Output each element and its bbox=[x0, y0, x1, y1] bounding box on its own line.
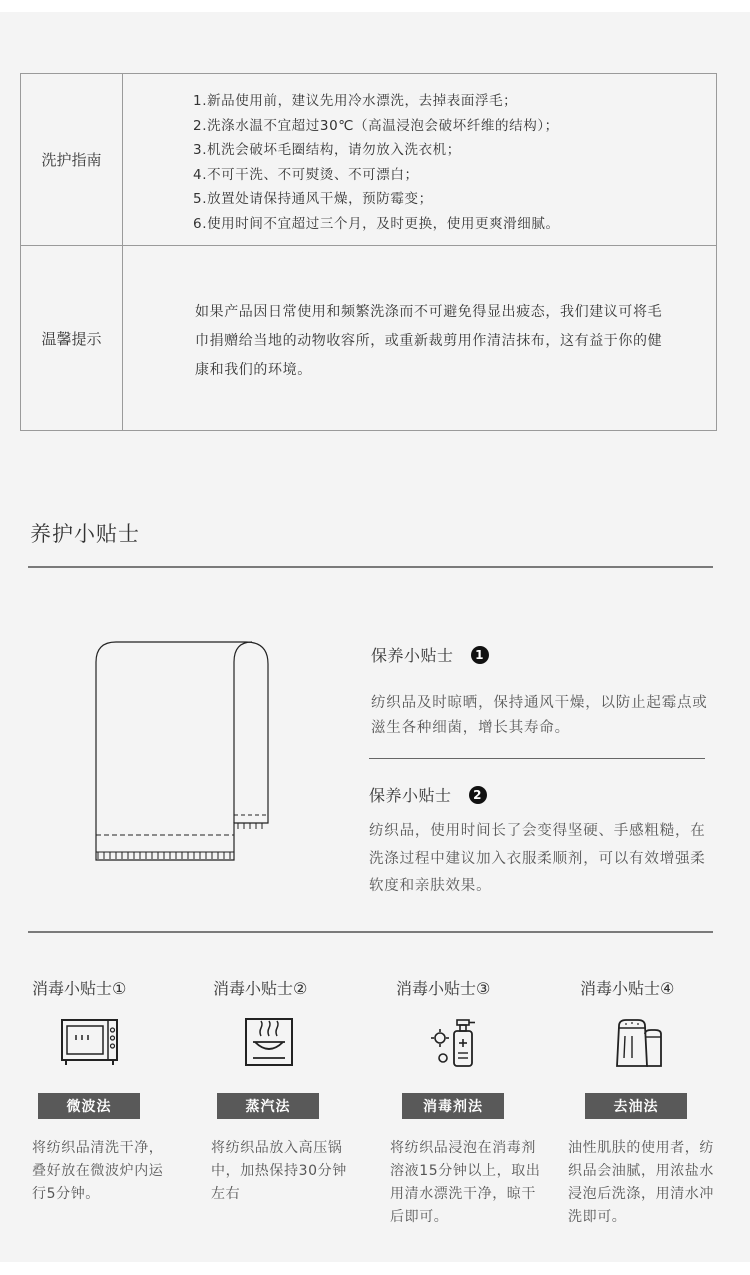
care-tip-1-heading bbox=[371, 643, 489, 666]
disinfection-tip-4 bbox=[568, 976, 740, 1225]
top-strip bbox=[0, 0, 750, 12]
salt-shaker-icon bbox=[614, 1016, 664, 1070]
disinfection-tip-2 bbox=[211, 976, 373, 1202]
tip-divider bbox=[369, 758, 705, 759]
care-tip-title: 保养小贴士 bbox=[369, 786, 452, 805]
disinfection-text: 油性肌肤的使用者，纺织品会油腻，用浓盐水浸泡后洗涤，用清水冲洗即可。 bbox=[568, 1140, 714, 1225]
wash-guide-item: 1.新品使用前，建议先用冷水漂洗，去掉表面浮毛； bbox=[193, 93, 518, 109]
microwave-method-badge: 微波法 bbox=[38, 1093, 140, 1119]
warm-tip-label: 温馨提示 bbox=[21, 246, 123, 430]
wash-guide-row bbox=[21, 74, 716, 246]
disinfection-tip-1 bbox=[32, 976, 192, 1202]
wash-guide-label: 洗护指南 bbox=[21, 74, 123, 245]
wash-guide-item: 4.不可干洗、不可熨烫、不可漂白； bbox=[193, 166, 419, 183]
bottom-strip bbox=[0, 1262, 750, 1275]
warm-tip-row bbox=[21, 246, 716, 430]
wash-guide-item: 2.洗涤水温不宜超过30℃（高温浸泡会破坏纤维的结构）； bbox=[193, 117, 559, 134]
warm-tip-text: 如果产品因日常使用和频繁洗涤而不可避免得显出疲态，我们建议可将毛巾捐赠给当地的动物收容所，或重新裁剪用作清洁抹布，这有益于你的健康和我们的环境。 bbox=[195, 304, 663, 378]
care-table bbox=[20, 73, 717, 431]
disinfection-title: 消毒小贴士② bbox=[213, 979, 308, 998]
steam-icon bbox=[243, 1016, 295, 1068]
disinfection-text: 将纺织品放入高压锅中，加热保持30分钟左右 bbox=[211, 1140, 347, 1202]
section-divider bbox=[28, 566, 713, 568]
wash-guide-item: 5.放置处请保持通风干燥，预防霉变； bbox=[193, 191, 433, 208]
disinfection-text: 将纺织品清洗干净，叠好放在微波炉内运行5分钟。 bbox=[32, 1140, 164, 1202]
disinfection-title: 消毒小贴士① bbox=[32, 979, 127, 998]
care-tip-1-text: 纺织品及时晾晒，保持通风干燥，以防止起霉点或滋生各种细菌，增长其寿命。 bbox=[371, 695, 708, 736]
disinfection-title: 消毒小贴士③ bbox=[396, 979, 491, 998]
disinfection-text: 将纺织品浸泡在消毒剂溶液15分钟以上，取出用清水漂洗干净，晾干后即可。 bbox=[390, 1140, 541, 1225]
care-tip-2-text: 纺织品，使用时间长了会变得坚硬、手感粗糙，在洗涤过程中建议加入衣服柔顺剂，可以有效增强柔软度和亲肤效果。 bbox=[369, 823, 706, 894]
section-divider bbox=[28, 931, 713, 933]
steam-method-badge: 蒸汽法 bbox=[217, 1093, 319, 1119]
towel-icon bbox=[94, 640, 274, 862]
disinfection-tip-3 bbox=[390, 976, 556, 1225]
disinfectant-method-badge: 消毒剂法 bbox=[402, 1093, 504, 1119]
wash-guide-item: 6.使用时间不宜超过三个月，及时更换，使用更爽滑细腻。 bbox=[193, 215, 560, 232]
disinfection-title: 消毒小贴士④ bbox=[580, 979, 675, 998]
care-tip-number: 1 bbox=[471, 646, 489, 664]
section-title: 养护小贴士 bbox=[30, 522, 140, 546]
disinfectant-icon bbox=[430, 1016, 484, 1070]
care-tip-number: 2 bbox=[469, 786, 487, 804]
care-tip-title: 保养小贴士 bbox=[371, 646, 454, 665]
wash-guide-list bbox=[193, 89, 560, 237]
degrease-method-badge: 去油法 bbox=[585, 1093, 687, 1119]
wash-guide-item: 3.机洗会破坏毛圈结构，请勿放入洗衣机； bbox=[193, 142, 461, 159]
microwave-icon bbox=[60, 1016, 120, 1068]
care-tip-2-heading bbox=[369, 783, 487, 806]
